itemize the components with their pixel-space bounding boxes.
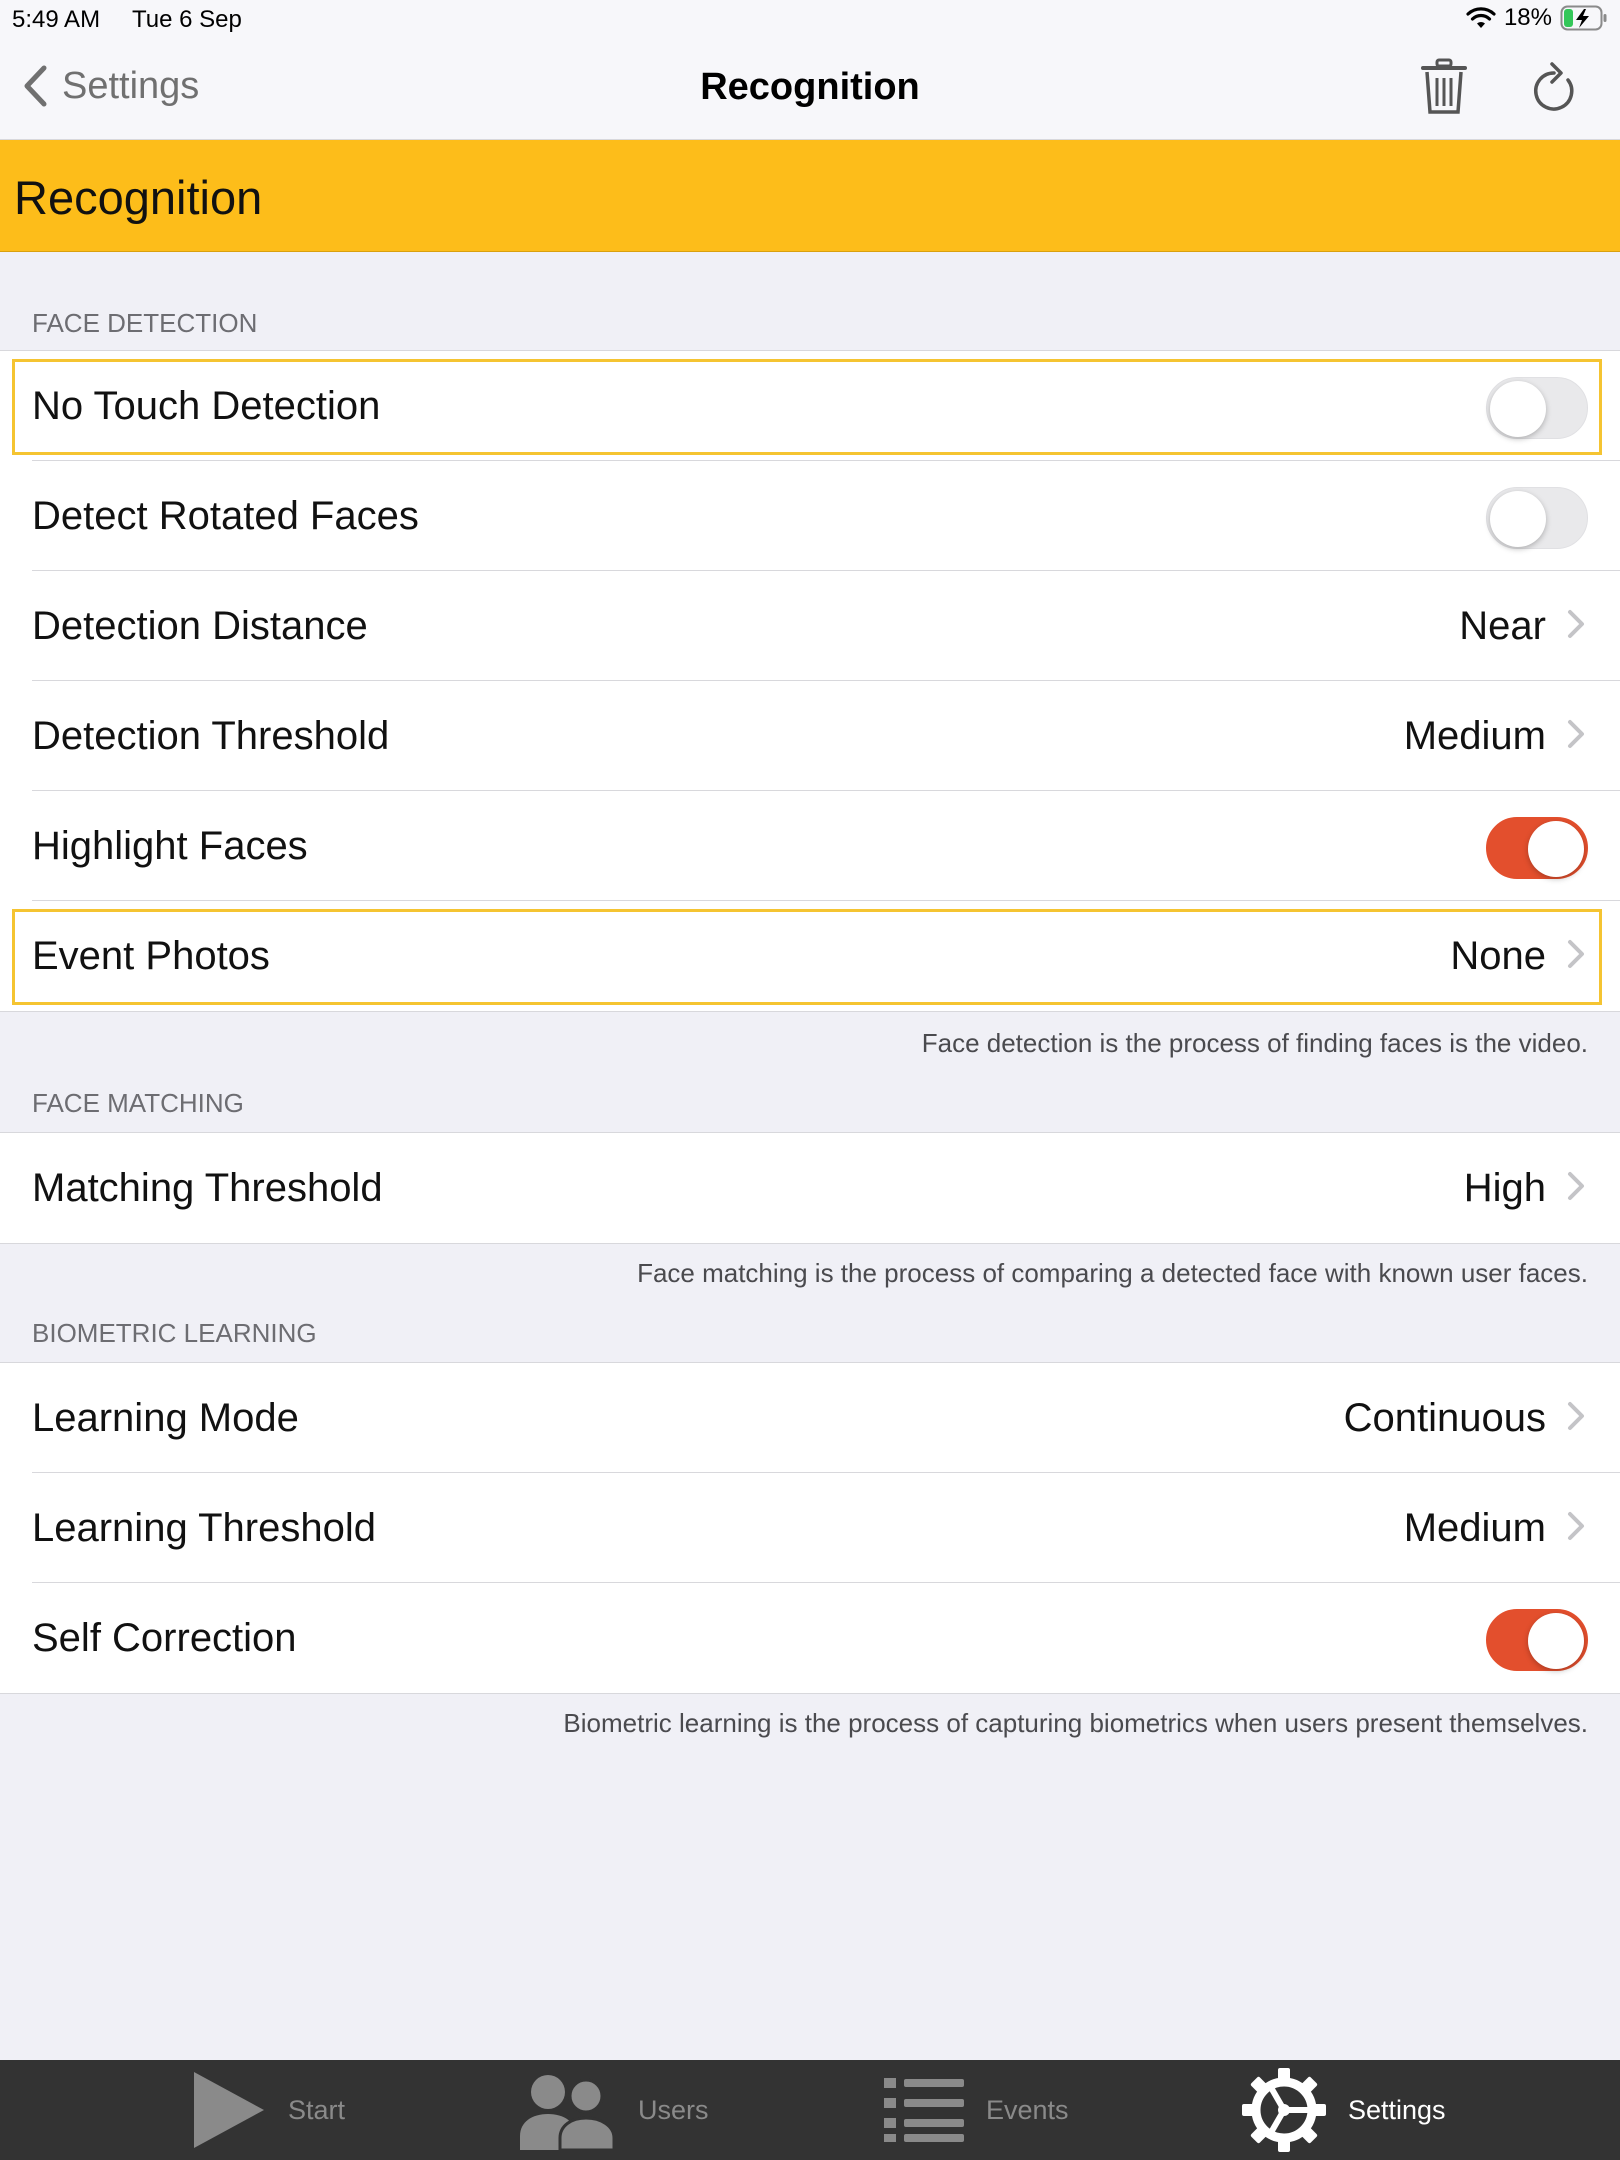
status-bar xyxy=(0,0,1620,40)
back-label: Settings xyxy=(62,64,200,107)
chevron-right-icon xyxy=(1566,939,1586,969)
page-banner xyxy=(0,140,1620,252)
chevron-right-icon xyxy=(1566,1171,1586,1201)
status-right xyxy=(1466,4,1608,32)
row-label: Learning Mode xyxy=(32,1396,299,1440)
row-label: Highlight Faces xyxy=(32,824,308,868)
page-title: Recognition xyxy=(700,66,920,108)
row-detection-distance[interactable] xyxy=(0,571,1620,681)
row-label: Matching Threshold xyxy=(32,1166,383,1210)
row-label: Self Correction xyxy=(32,1616,297,1660)
row-label: Detection Threshold xyxy=(32,714,390,758)
tab-events[interactable] xyxy=(882,2060,1069,2160)
no-touch-detection-toggle[interactable] xyxy=(1486,377,1588,439)
self-correction-toggle[interactable] xyxy=(1486,1609,1588,1671)
gear-icon xyxy=(1240,2066,1328,2154)
toggle-knob xyxy=(1528,1613,1584,1669)
row-label: Learning Threshold xyxy=(32,1506,376,1550)
tab-label: Settings xyxy=(1348,2094,1446,2125)
biometric-learning-footer: Biometric learning is the process of capturing biometrics when users present themselves. xyxy=(563,1708,1588,1738)
users-icon xyxy=(518,2070,618,2150)
toggle-knob xyxy=(1490,491,1546,547)
section-header-face-matching: FACE MATCHING xyxy=(32,1088,244,1118)
chevron-right-icon xyxy=(1566,609,1586,639)
row-value: Medium xyxy=(1403,714,1546,758)
banner-title: Recognition xyxy=(14,171,263,224)
row-detect-rotated-faces[interactable] xyxy=(0,461,1620,571)
trash-icon xyxy=(1420,58,1468,116)
refresh-button[interactable] xyxy=(1530,58,1580,121)
row-value: Near xyxy=(1459,604,1546,648)
highlight-faces-toggle[interactable] xyxy=(1486,817,1588,879)
row-no-touch-detection[interactable] xyxy=(0,351,1620,461)
tab-settings[interactable] xyxy=(1240,2060,1446,2160)
tab-start[interactable] xyxy=(190,2060,345,2160)
play-icon xyxy=(190,2068,268,2152)
tab-bar xyxy=(0,2060,1620,2160)
list-icon xyxy=(882,2076,966,2144)
battery-charging-icon xyxy=(1560,5,1608,31)
tab-users[interactable] xyxy=(518,2060,709,2160)
row-matching-threshold[interactable] xyxy=(0,1133,1620,1243)
row-label: Detect Rotated Faces xyxy=(32,494,419,538)
section-header-face-detection: FACE DETECTION xyxy=(32,308,258,338)
detect-rotated-faces-toggle[interactable] xyxy=(1486,487,1588,549)
battery-percent: 18% xyxy=(1503,4,1552,31)
row-label: Detection Distance xyxy=(32,604,368,648)
status-time: 5:49 AM xyxy=(12,6,101,33)
row-value: None xyxy=(1450,934,1546,978)
row-highlight-faces[interactable] xyxy=(0,791,1620,901)
chevron-right-icon xyxy=(1566,719,1586,749)
row-detection-threshold[interactable] xyxy=(0,681,1620,791)
tab-label: Start xyxy=(288,2094,346,2125)
row-value: Medium xyxy=(1403,1506,1546,1550)
row-self-correction[interactable] xyxy=(0,1583,1620,1693)
chevron-right-icon xyxy=(1566,1401,1586,1431)
section-header-biometric-learning: BIOMETRIC LEARNING xyxy=(32,1318,317,1348)
row-value: Continuous xyxy=(1343,1396,1546,1440)
delete-button[interactable] xyxy=(1420,58,1468,121)
row-label: Event Photos xyxy=(32,934,270,978)
row-value: High xyxy=(1463,1166,1546,1210)
wifi-icon xyxy=(1466,6,1496,30)
tab-label: Events xyxy=(986,2094,1069,2125)
row-learning-mode[interactable] xyxy=(0,1363,1620,1473)
biometric-learning-group xyxy=(0,1362,1620,1694)
face-detection-group xyxy=(0,350,1620,1012)
status-date: Tue 6 Sep xyxy=(132,6,242,33)
chevron-right-icon xyxy=(1566,1511,1586,1541)
tab-label: Users xyxy=(638,2094,709,2125)
row-learning-threshold[interactable] xyxy=(0,1473,1620,1583)
navigation-bar xyxy=(0,40,1620,140)
row-event-photos[interactable] xyxy=(0,901,1620,1011)
row-label: No Touch Detection xyxy=(32,384,381,428)
face-matching-footer: Face matching is the process of comparing a detected face with known user faces. xyxy=(637,1258,1588,1288)
refresh-icon xyxy=(1530,58,1580,116)
face-matching-group xyxy=(0,1132,1620,1244)
toggle-knob xyxy=(1490,381,1546,437)
face-detection-footer: Face detection is the process of finding faces is the video. xyxy=(921,1028,1588,1058)
toggle-knob xyxy=(1528,821,1584,877)
